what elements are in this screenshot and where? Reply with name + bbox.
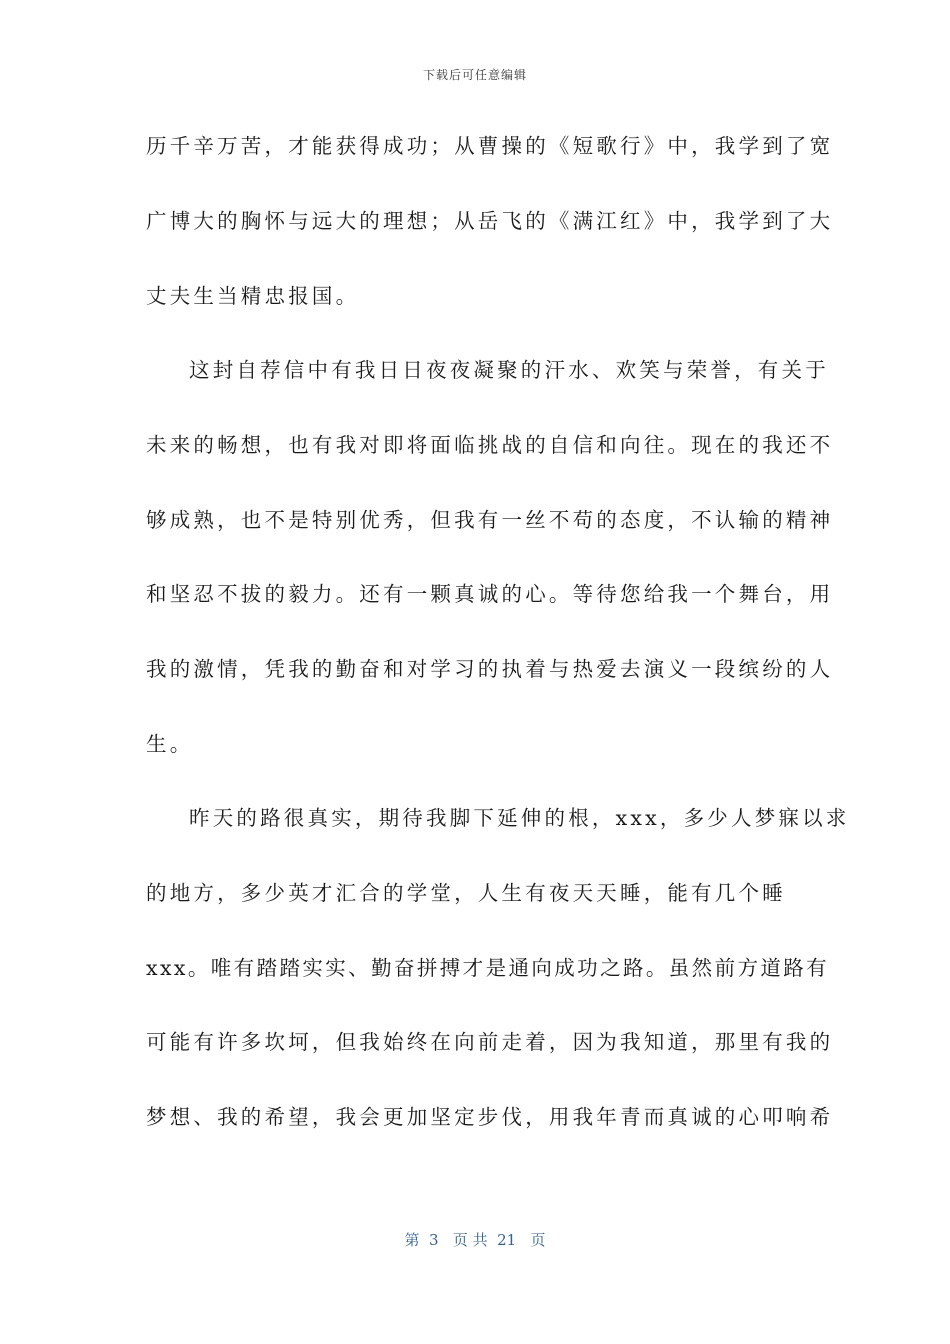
page-header: 下载后可任意编辑: [422, 68, 527, 82]
text-line-1: 历千辛万苦，才能获得成功；从曹操的《短歌行》中，我学到了宽: [146, 134, 834, 158]
page-number-footer: 第 3 页 共 21 页: [404, 1231, 546, 1249]
text-line-10: 昨天的路很真实，期待我脚下延伸的根，xxx，多少人梦寐以求: [189, 806, 850, 830]
text-line-6: 够成熟，也不是特别优秀，但我有一丝不苟的态度，不认输的精神: [146, 508, 834, 532]
text-line-14: 梦想、我的希望，我会更加坚定步伐，用我年青而真诚的心叩响希: [146, 1105, 834, 1129]
text-line-8: 我的激情，凭我的勤奋和对学习的执着与热爱去演义一段缤纷的人: [146, 657, 834, 681]
text-line-2: 广博大的胸怀与远大的理想；从岳飞的《满江红》中，我学到了大: [146, 209, 834, 233]
text-line-13: 可能有许多坎坷，但我始终在向前走着，因为我知道，那里有我的: [146, 1030, 834, 1054]
text-line-11: 的地方，多少英才汇合的学堂，人生有夜天天睡，能有几个睡: [146, 881, 786, 905]
text-line-7: 和坚忍不拔的毅力。还有一颗真诚的心。等待您给我一个舞台，用: [146, 582, 834, 606]
text-line-9: 生。: [146, 732, 194, 756]
text-line-5: 未来的畅想，也有我对即将面临挑战的自信和向往。现在的我还不: [146, 433, 834, 457]
text-line-4: 这封自荐信中有我日日夜夜凝聚的汗水、欢笑与荣誉，有关于: [189, 358, 829, 382]
text-line-3: 丈夫生当精忠报国。: [146, 284, 360, 308]
text-line-12: xxx。唯有踏踏实实、勤奋拼搏才是通向成功之路。虽然前方道路有: [146, 956, 830, 980]
